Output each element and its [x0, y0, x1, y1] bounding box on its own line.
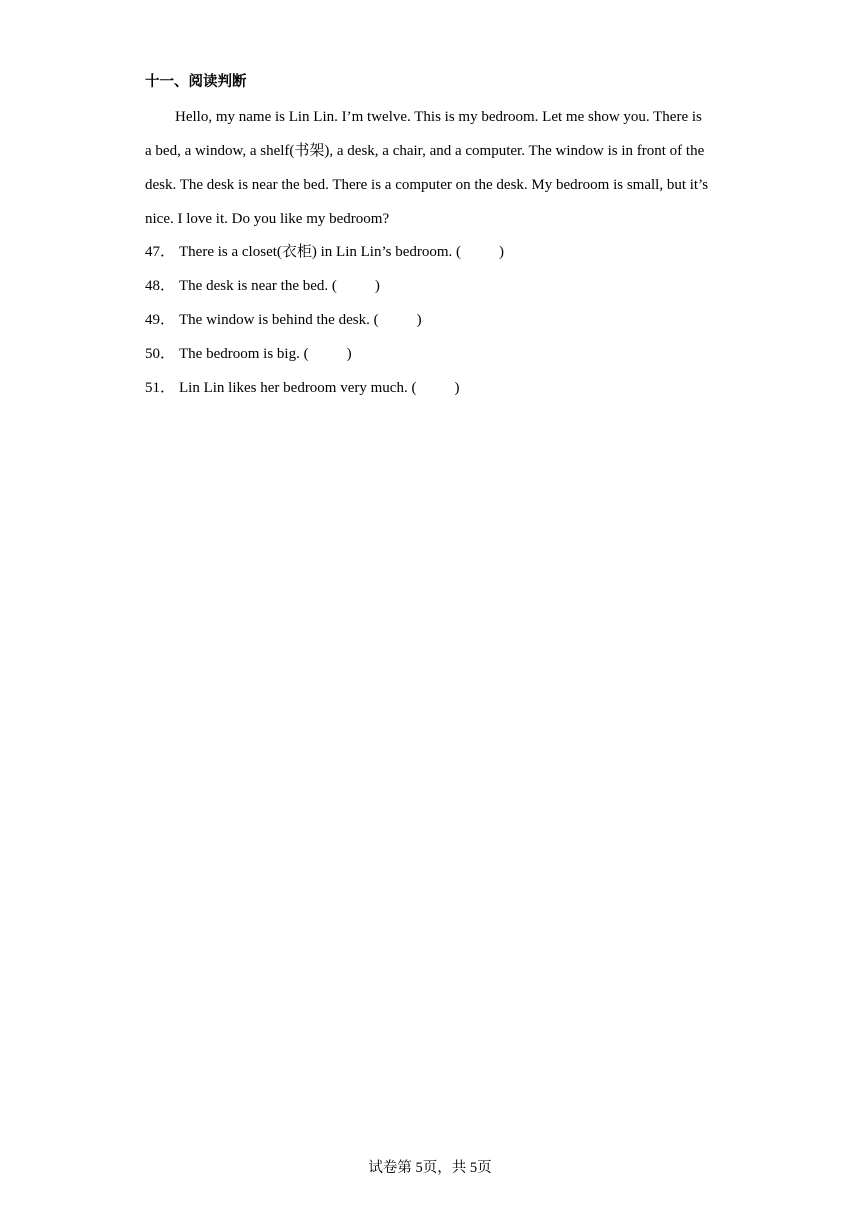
question-47 [145, 235, 504, 269]
question-close-paren: ) [499, 244, 505, 260]
passage-line: desk. The desk is near the bed. There is a computer on the desk. My bedroom is small, but it’s [145, 177, 709, 193]
question-close-paren: ) [416, 312, 422, 328]
passage-line: a bed, a window, a shelf(书架), a desk, a chair, and a computer. The window is in front of the [145, 143, 705, 159]
question-number: 51． [145, 380, 176, 396]
question-text: The bedroom is big. ( [179, 346, 309, 362]
question-number: 49． [145, 312, 176, 328]
question-text: Lin Lin likes her bedroom very much. ( [179, 380, 417, 396]
question-50 [145, 337, 504, 371]
page-footer: 试卷第 5页，共 5页 [368, 1160, 492, 1176]
question-49 [145, 303, 504, 337]
question-51 [145, 371, 504, 405]
question-48 [145, 269, 504, 303]
reading-passage [145, 100, 718, 236]
question-close-paren: ) [346, 346, 352, 362]
question-text: There is a closet(衣柜) in Lin Lin’s bedroom. ( [179, 244, 462, 260]
question-text: The desk is near the bed. ( [179, 278, 337, 294]
question-close-paren: ) [374, 278, 380, 294]
question-number: 50． [145, 346, 176, 362]
question-list [145, 235, 504, 405]
question-number: 48． [145, 278, 176, 294]
passage-line: nice. I love it. Do you like my bedroom? [145, 211, 390, 227]
section-title: 十一、阅读判断 [145, 74, 247, 90]
question-text: The window is behind the desk. ( [179, 312, 379, 328]
passage-line: Hello, my name is Lin Lin. I’m twelve. This is my bedroom. Let me show you. There is [175, 109, 702, 125]
question-number: 47． [145, 244, 176, 260]
question-close-paren: ) [454, 380, 460, 396]
